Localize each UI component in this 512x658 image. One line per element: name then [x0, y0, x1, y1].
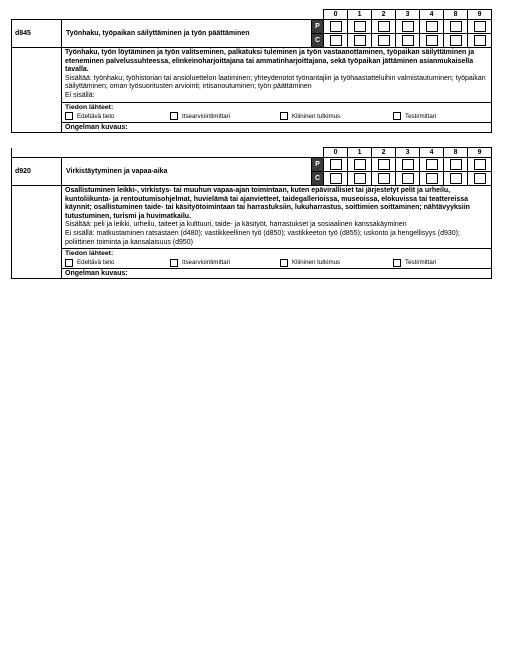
sources-label: Tiedon lähteet: [65, 103, 114, 111]
performance-marker: P [312, 158, 324, 172]
rating-checkbox[interactable] [474, 159, 486, 170]
rating-checkbox[interactable] [426, 159, 438, 170]
col-header: 4 [420, 148, 444, 158]
source-checkbox[interactable] [170, 259, 178, 267]
source-checkbox[interactable] [393, 112, 401, 120]
col-header: 3 [396, 148, 420, 158]
col-header: 1 [348, 10, 372, 20]
capacity-marker: C [312, 34, 324, 48]
col-header: 1 [348, 148, 372, 158]
rating-checkbox[interactable] [474, 173, 486, 184]
col-header: 8 [444, 10, 468, 20]
col-header: 4 [420, 10, 444, 20]
source-checkbox[interactable] [280, 259, 288, 267]
rating-checkbox[interactable] [330, 35, 342, 46]
section-d920 [11, 147, 491, 279]
information-sources [62, 102, 492, 122]
item-code: d845 [12, 20, 62, 48]
source-label: Kliininen tutkimus [292, 112, 341, 120]
rating-checkbox[interactable] [402, 159, 414, 170]
column-header-row [12, 10, 492, 20]
description-excludes: Ei sisällä: [65, 91, 95, 99]
col-header: 2 [372, 148, 396, 158]
rating-checkbox[interactable] [330, 173, 342, 184]
description-main: Työnhaku, työn löytäminen ja työn valitseminen, palkatuksi tuleminen ja työn vastaanottaminen, työpaikan säilyttäminen ja eteneminen palvelussuhteessa, elinkeinoharjoittajana tai ammatinharjoittajana, sekä työpaikan jättäminen asianmukaisella tavalla. [65, 49, 475, 74]
rating-checkbox[interactable] [354, 35, 366, 46]
rating-checkbox[interactable] [450, 159, 462, 170]
rating-checkbox[interactable] [474, 21, 486, 32]
item-code: d920 [12, 158, 62, 186]
performance-marker: P [312, 20, 324, 34]
description-includes: Sisältää: työnhaku; työhistorian tai ansioluettelon laatiminen; yhteydenotot työnantajiin ja työhaastatteluihin valmistautuminen; työpaikan säilyttäminen; oman työsuoritusten arviointi; irtisanoutuminen; työn päättäminen [65, 74, 486, 91]
col-header: 0 [324, 148, 348, 158]
rating-checkbox[interactable] [330, 159, 342, 170]
problem-description-field[interactable]: Ongelman kuvaus: [62, 269, 492, 279]
rating-checkbox[interactable] [402, 21, 414, 32]
source-checkbox[interactable] [65, 112, 73, 120]
col-header: 0 [324, 10, 348, 20]
source-label: Kliininen tutkimus [292, 259, 341, 267]
source-label: Itsearviointimittari [182, 259, 231, 267]
description-excludes: Ei sisällä: matkustaminen ratsastaen (d480); vastikkeellinen työ (d850); vastikkeeton työ (d855); uskonto ja hengellisyys (d930); poliittinen toiminta ja kansalaisuus (d950) [65, 229, 460, 246]
information-sources [62, 249, 492, 269]
rating-checkbox[interactable] [354, 159, 366, 170]
rating-checkbox[interactable] [378, 21, 390, 32]
col-header: 8 [444, 148, 468, 158]
rating-checkbox[interactable] [330, 21, 342, 32]
rating-checkbox[interactable] [354, 21, 366, 32]
rating-checkbox[interactable] [450, 173, 462, 184]
description-main: Osallistuminen leikki-, virkistys- tai muuhun vapaa-ajan toimintaan, kuten epävirallisiet tai järjestetyt pelit ja urheilu, kuntoliikunta- ja rentoutumisohjelmat, huvielämä tai ajanvietteet, taidegallerioissa, museoissa, elokuvissa tai teattereissa käynnit; osallistuminen taide- tai käsityötoimintaan tai harrastuksiin, lukuharrastus, soittimien soittaminen; nähtävyyksiin tutustuminen, turismi ja huvimatkailu. [65, 187, 470, 220]
item-title: Työnhaku, työpaikan säilyttäminen ja työn päättäminen [62, 20, 312, 48]
description-includes: Sisältää: peli ja leikki, urheilu, taiteet ja kulttuuri, taide- ja käsityöt, harrastukset ja sosiaalinen kanssakäyminen [65, 221, 407, 229]
section-d845 [11, 9, 491, 133]
rating-checkbox[interactable] [354, 173, 366, 184]
source-checkbox[interactable] [393, 259, 401, 267]
rating-checkbox[interactable] [426, 173, 438, 184]
capacity-marker: C [312, 172, 324, 186]
source-checkbox[interactable] [280, 112, 288, 120]
source-label: Edeltävä tieto [77, 112, 115, 120]
source-label: Edeltävä tieto [77, 259, 115, 267]
rating-checkbox[interactable] [450, 21, 462, 32]
col-header: 3 [396, 10, 420, 20]
item-description [62, 186, 492, 249]
rating-checkbox[interactable] [402, 35, 414, 46]
rating-checkbox[interactable] [426, 35, 438, 46]
source-label: Itsearviointimittari [182, 112, 231, 120]
rating-checkbox[interactable] [426, 21, 438, 32]
rating-checkbox[interactable] [474, 35, 486, 46]
rating-checkbox[interactable] [378, 35, 390, 46]
col-header: 9 [468, 10, 492, 20]
problem-description-field[interactable]: Ongelman kuvaus: [62, 122, 492, 132]
rating-checkbox[interactable] [378, 173, 390, 184]
source-checkbox[interactable] [65, 259, 73, 267]
item-description [62, 48, 492, 103]
rating-checkbox[interactable] [450, 35, 462, 46]
source-label: Testi/mittari [405, 259, 437, 267]
col-header: 2 [372, 10, 396, 20]
rating-checkbox[interactable] [402, 173, 414, 184]
source-label: Testi/mittari [405, 112, 437, 120]
col-header: 9 [468, 148, 492, 158]
column-header-row [12, 148, 492, 158]
item-title: Virkistäytyminen ja vapaa-aika [62, 158, 312, 186]
source-checkbox[interactable] [170, 112, 178, 120]
sources-label: Tiedon lähteet: [65, 250, 114, 258]
rating-checkbox[interactable] [378, 159, 390, 170]
